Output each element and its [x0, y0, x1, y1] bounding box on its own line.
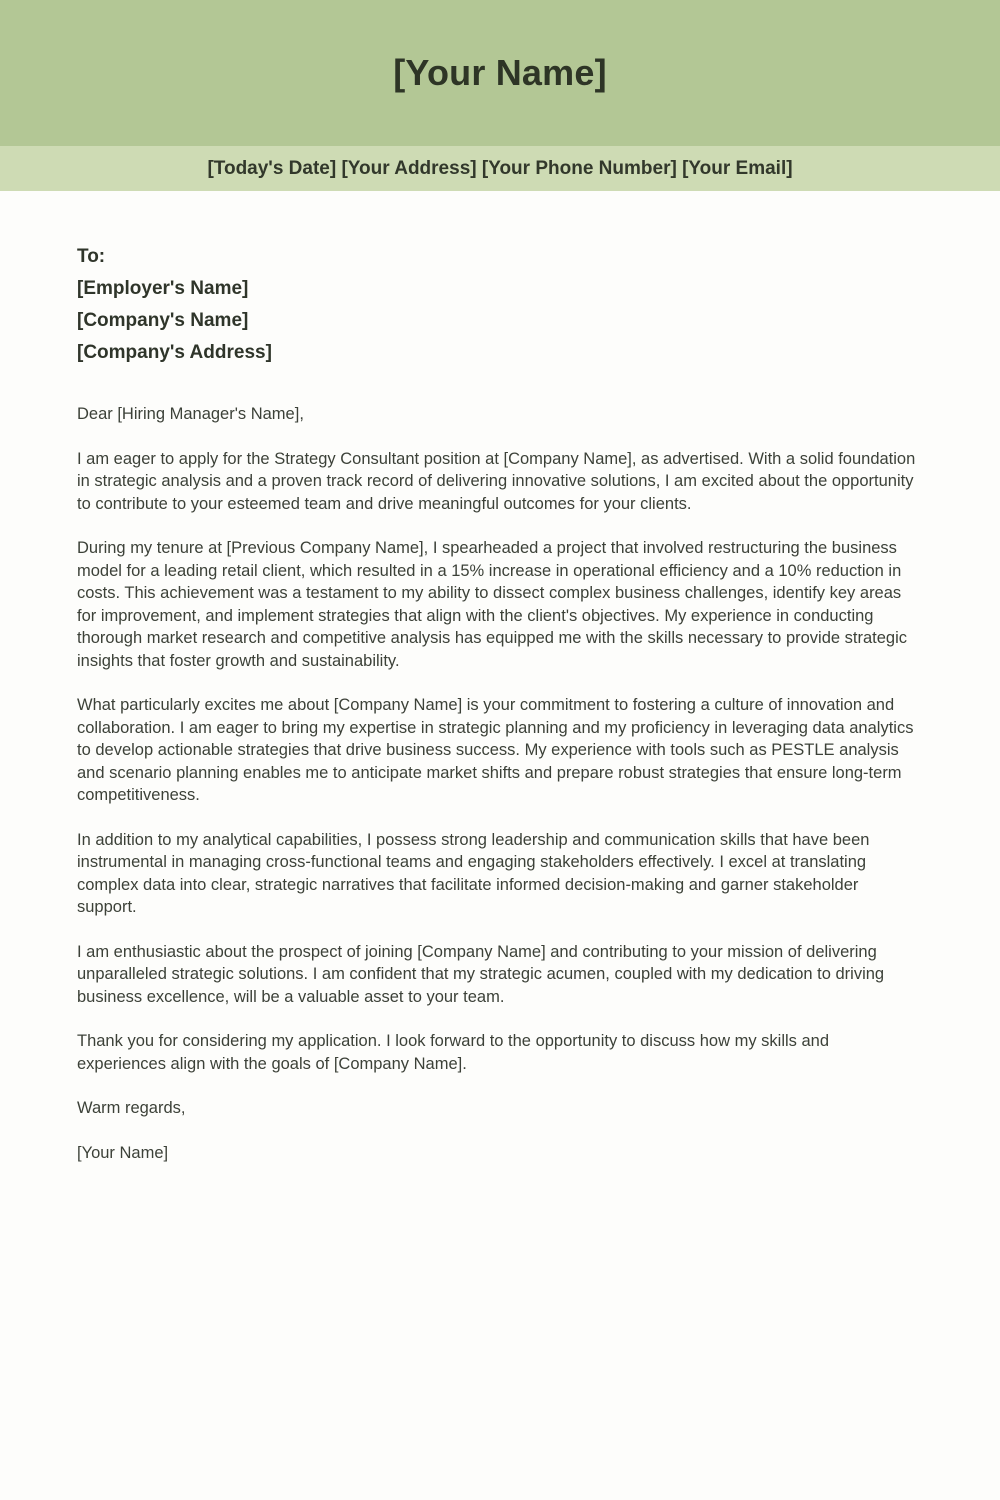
closing: Warm regards,: [77, 1099, 186, 1117]
signature: [Your Name]: [77, 1143, 169, 1162]
recipient-block: [77, 241, 920, 369]
company-name: [Company's Name]: [77, 310, 249, 331]
letter-body: [0, 191, 1000, 1164]
paragraph-6: Thank you for considering my application. I look forward to the opportunity to discuss how my skills and experiences align with the goals of [Company Name].: [77, 1032, 830, 1073]
recipient-label: To:: [77, 246, 106, 267]
paragraph-3: What particularly excites me about [Company Name] is your commitment to fostering a culture of innovation and collaboration. I am eager to bring my expertise in strategic planning and my proficiency in leveraging data analytics to develop actionable strategies that drive business success. My experience with tools such as PESTLE analysis and scenario planning enables me to anticipate market shifts and prepare robust strategies that ensure long-term competitiveness.: [77, 696, 914, 804]
paragraph-4: In addition to my analytical capabilities, I possess strong leadership and communication skills that have been instrumental in managing cross-functional teams and engaging stakeholders effectively. I excel at translating complex data into clear, strategic narratives that facilitate informed decision-making and garner stakeholder support.: [77, 830, 870, 916]
header-band: [0, 0, 1000, 146]
employer-name: [Employer's Name]: [77, 278, 249, 299]
contact-line: [Today's Date] [Your Address] [Your Phone Number] [Your Email]: [207, 157, 793, 179]
contact-band: [0, 146, 1000, 191]
company-address: [Company's Address]: [77, 342, 272, 363]
paragraph-1: I am eager to apply for the Strategy Consultant position at [Company Name], as advertised. With a solid foundation in strategic analysis and a proven track record of delivering innovative solutions, I am excited about the opportunity to contribute to your esteemed team and drive meaningful outcomes for your clients.: [77, 449, 916, 513]
paragraph-2: During my tenure at [Previous Company Name], I spearheaded a project that involved restructuring the business model for a leading retail client, which resulted in a 15% increase in operational efficiency and a 10% reduction in costs. This achievement was a testament to my ability to dissect complex business challenges, identify key areas for improvement, and implement strategies that align with the client's objectives. My experience in conducting thorough market research and competitive analysis has equipped me with the skills necessary to provide strategic insights that foster growth and sustainability.: [77, 539, 908, 670]
paragraph-5: I am enthusiastic about the prospect of joining [Company Name] and contributing to your mission of delivering unparalleled strategic solutions. I am confident that my strategic acumen, coupled with my dedication to driving business excellence, will be a valuable asset to your team.: [77, 942, 885, 1006]
salutation: Dear [Hiring Manager's Name],: [77, 405, 304, 423]
page-title: [Your Name]: [393, 52, 607, 93]
